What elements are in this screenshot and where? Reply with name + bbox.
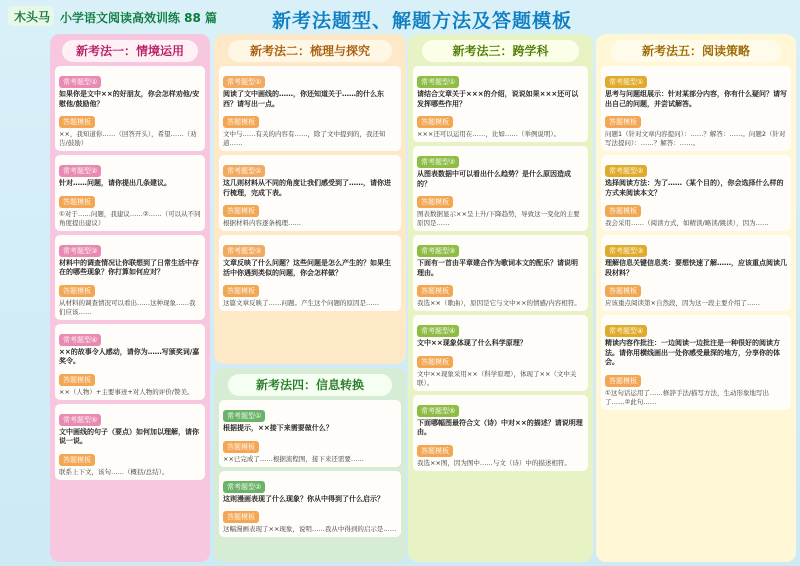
answer-template-tag: 答题模板 [605,285,641,297]
card-method-2 [214,34,406,364]
question-section [601,66,791,151]
question-text: 根据提示，××接下来需要做什么？ [223,424,333,432]
question-section [219,155,401,231]
question-text: 文中××现象体现了什么科学原理？ [417,339,527,347]
question-text: 材料中的调查情况让你联想到了日常生活中存在的哪些现象？你打算如何应对？ [59,258,199,276]
question-section [55,235,205,320]
answer-template-tag: 答题模板 [417,356,453,368]
answer-template-tag: 答题模板 [59,116,95,128]
card-method-3 [408,34,593,562]
question-type-tag: 常考题型① [417,76,459,88]
question-text: 这几则材料从不同的角度让我们感受到了……，请你进行梳理，完成下表。 [223,179,391,197]
answer-template-tag: 答题模板 [59,196,95,208]
question-text: 从图表数据中可以看出什么趋势？是什么原因造成的？ [417,170,571,188]
answer-template-tag: 答题模板 [223,205,259,217]
question-type-tag: 常考题型③ [223,245,265,257]
answer-template-text: ×××还可以运用在……，比如……（举例说明）。 [417,130,561,138]
answer-template-tag: 答题模板 [223,511,259,523]
answer-template-text: 我会采用……（阅读方式，如精读/略读/跳读），因为…… [605,219,769,227]
answer-template-text: 从材料的调查情况可以看出……这种现象……我们应该…… [59,298,196,316]
answer-template-text: 应该重点阅读第×自然段，因为这一段主要介绍了…… [605,299,760,307]
card-method-1 [50,34,210,562]
question-text: 选择阅读方法：为了……（某个目的），你会选择什么样的方式来阅读本文？ [605,179,784,197]
answer-template-text: 文中与……有关的内容有……，除了文中提到的，我还知道…… [223,130,386,147]
question-text: 下面有一首由平章建合作为歌词本文的配乐？请说明理由。 [417,259,578,277]
card-method-4 [214,368,406,562]
question-section [413,235,588,311]
answer-template-text: 我选××（歌曲），原因是它与文中××的情感/内容相符。 [417,299,581,307]
answer-template-text: ××已完成了……根据流程图，接下来还需要…… [223,454,364,463]
question-text: 理解信息关键信息类：要想快速了解……，应该重点阅读几段材料？ [605,259,787,277]
question-section [219,400,401,467]
answer-template-text: 联系上下文，该句……（概括/总结）。 [59,467,169,476]
answer-template-tag: 答题模板 [417,196,453,208]
answer-template-text: ①对于……问题，我建议……②……（可以从不同角度提出建议） [59,209,201,227]
question-type-tag: 常考题型① [59,76,101,88]
answer-template-text: 我选××图，因为图中……与文（诗）中的描述相符。 [417,458,571,467]
question-type-tag: 常考题型③ [59,245,101,257]
question-section [55,66,205,151]
answer-template-tag: 答题模板 [223,285,259,297]
answer-template-text: 这幅漫画表现了××现象，说明……我从中得到的启示是…… [223,525,397,533]
question-type-tag: 常考题型② [605,165,647,177]
question-text: 阅读了文中画线的……，你还知道关于……的什么东西？请写出一点。 [223,90,384,108]
question-section [601,235,791,311]
card-title: 新考法三：跨学科 [422,40,579,62]
card-title: 新考法一：情境运用 [62,40,198,62]
answer-template-text: 图表数据显示××呈上升/下降趋势，导致这一变化的主要原因是…… [417,210,580,227]
question-section [219,66,401,151]
question-type-tag: 常考题型④ [59,334,101,346]
answer-template-text: 根据材料内容逐条梳理…… [223,219,301,227]
question-section [55,324,205,400]
question-type-tag: 常考题型⑤ [59,414,101,426]
question-type-tag: 常考题型② [417,156,459,168]
question-section [55,404,205,480]
question-section [601,315,791,410]
question-type-tag: 常考题型④ [605,325,647,337]
answer-template-text: ①这句话运用了……修辞手法/描写方法，生动形象地写出了……②此句…… [605,388,770,406]
answer-template-text: 这篇文章反映了……问题。产生这个问题的原因是…… [223,299,379,307]
card-method-5 [596,34,796,562]
question-text: 下面哪幅图最符合文（诗）中对××的描述？请说明理由。 [417,418,583,436]
answer-template-tag: 答题模板 [417,116,453,128]
answer-template-text: 文中××现象采用××（科学原理），体现了××（文中关联）。 [417,369,577,387]
question-text: 这则漫画表现了什么现象？你从中得到了什么启示？ [223,494,384,503]
question-section [413,66,588,142]
question-text: ××的故事令人感动，请你为……写颁奖词/嘉奖令。 [59,347,200,365]
question-type-tag: 常考题型③ [605,245,647,257]
question-section [601,155,791,231]
question-type-tag: 常考题型② [223,165,265,177]
answer-template-tag: 答题模板 [417,285,453,297]
question-section [413,146,588,231]
answer-template-tag: 答题模板 [223,116,259,128]
card-title: 新考法四：信息转换 [228,374,391,396]
question-type-tag: 常考题型② [223,481,265,493]
question-type-tag: 常考题型① [223,410,265,422]
answer-template-tag: 答题模板 [59,285,95,297]
question-section [413,395,588,471]
question-type-tag: 常考题型① [223,76,265,88]
question-text: 文中画线的句子（要点）如何加以理解，请你说一说。 [59,427,199,445]
answer-template-text: ××（人物）+主要事迹+对人物的评价/赞美。 [59,387,194,396]
question-type-tag: 常考题型③ [417,245,459,257]
answer-template-text: 问题1（针对文章内容提问）：……？解答：……。问题2（针对写法提问）：……？解答：……。 [605,130,786,147]
question-section [413,315,588,391]
answer-template-tag: 答题模板 [417,445,453,457]
page-header [0,0,800,34]
card-title: 新考法二：梳理与探究 [228,40,391,62]
card-title: 新考法五：阅读策略 [611,40,781,62]
question-text: 精读内容作批注：一边阅读一边批注是一种很好的阅读方法。请你用横线画出一处你感受最深的地方，分享你的体会。 [605,339,780,366]
question-type-tag: 常考题型⑤ [417,405,459,417]
series-title: 小学语文阅读高效训练 88 篇 [60,11,218,25]
question-text: 请结合文章关于×××的介绍，说说如果×××还可以发挥哪些作用？ [417,90,579,108]
answer-template-tag: 答题模板 [59,374,95,386]
question-section [219,235,401,311]
answer-template-tag: 答题模板 [605,375,641,387]
answer-template-tag: 答题模板 [223,441,259,453]
page-title: 新考法题型、解题方法及答题模板 [272,10,573,32]
question-type-tag: 常考题型④ [417,325,459,337]
question-text: 文章反映了什么问题？这些问题是怎么产生的？如果生活中你遇到类似的问题，你会怎样做？ [223,259,391,277]
brand-name: 木头马 [14,10,51,24]
question-text: 针对……问题，请你提出几条建议。 [59,179,171,187]
question-text: 如果你是文中××的好朋友，你会怎样劝他/安慰他/鼓励他？ [59,90,200,108]
answer-template-text: ××，我知道你……（回答开头），希望……（劝告/鼓励） [59,130,197,147]
question-type-tag: 常考题型② [59,165,101,177]
answer-template-tag: 答题模板 [59,454,95,466]
question-section [55,155,205,231]
question-text: 思考与问题组展示：针对某部分内容，你有什么疑问？请写出自己的问题，并尝试解答。 [605,90,787,108]
answer-template-tag: 答题模板 [605,205,641,217]
question-section [219,471,401,538]
question-type-tag: 常考题型① [605,76,647,88]
answer-template-tag: 答题模板 [605,116,641,128]
